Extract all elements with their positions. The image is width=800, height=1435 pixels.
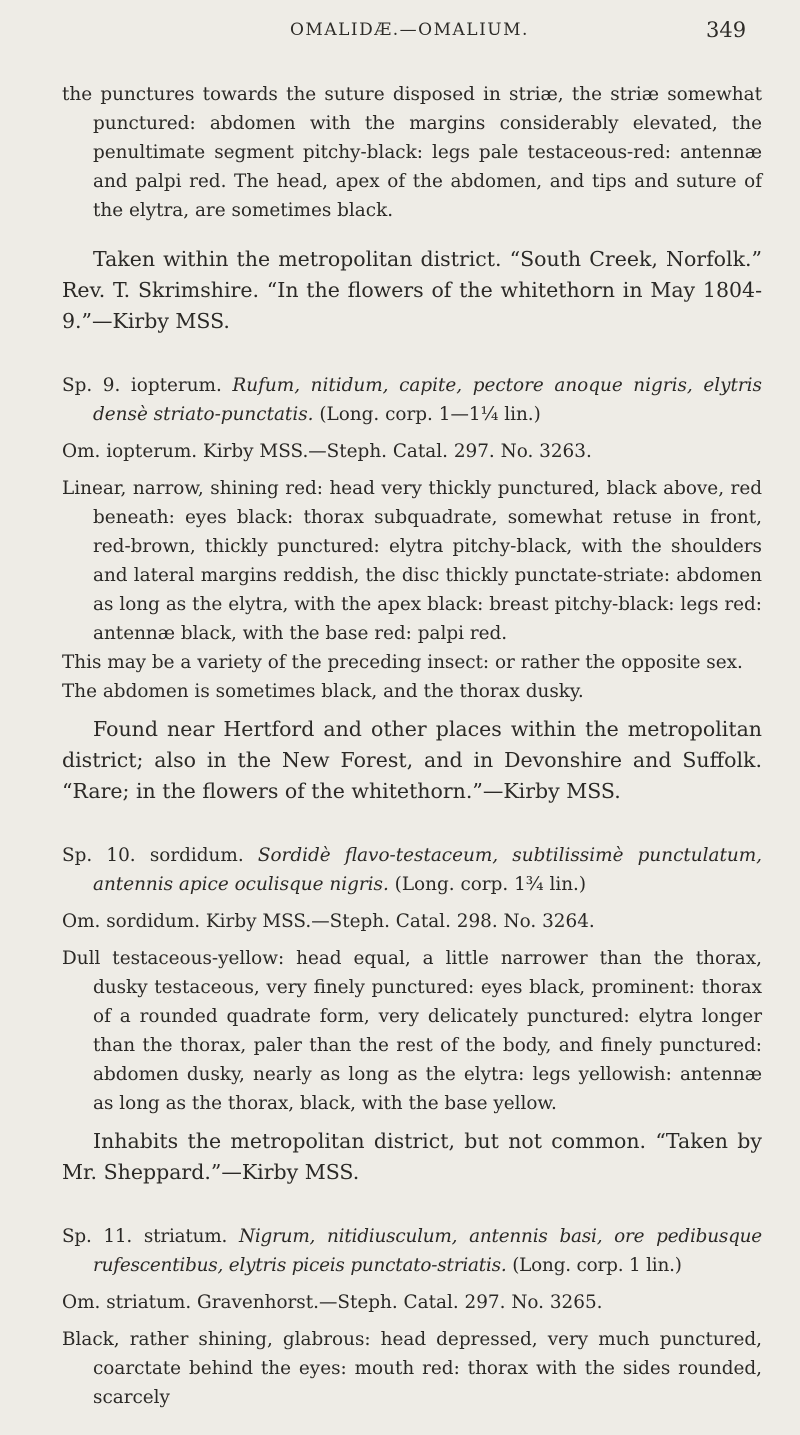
running-header [0,18,800,48]
running-title: OMALIDÆ.—OMALIUM. [290,20,529,40]
species-diagnosis: Sordidè flavo-testaceum, subtilissimè punctulatum, antennis apice oculisque nigris. [93,845,762,895]
paragraph-continued-description: the punctures towards the suture disposed in striæ, the striæ somewhat punctured: abdomen with the margins considerably elevated, the penultimate segment pitchy-black: legs pale testaceous-red: antennæ and palpi red. The head, apex of the abdomen, and tips and suture of the elytra, are sometimes black. [62,84,762,221]
species-description: Dull testaceous-yellow: head equal, a little narrower than the thorax, dusky testaceous, very finely punctured: eyes black, prominent: thorax of a rounded quadrate form, very delicately punctured: elytra longer than the thorax, paler than the rest of the body, and finely punctured: abdomen dusky, nearly as long as the elytra: legs yellowish: antennæ as long as the thorax, black, with the base yellow. [62,948,762,1114]
species-name: striatum. [143,1226,228,1247]
species-synonymy: Om. iopterum. Kirby MSS.—Steph. Catal. 297. No. 3263. [62,441,592,462]
species-heading [62,1222,762,1280]
species-length: (Long. corp. 1—1¼ lin.) [319,404,541,425]
page-body [62,80,762,1412]
species-diagnosis: Nigrum, nitidiusculum, antennis basi, ore pedibusque rufescentibus, elytris piceis punctato-striatis. [93,1226,762,1276]
species-number: Sp. 11. [62,1226,133,1247]
species-heading [62,371,762,429]
species-number: Sp. 10. [62,845,136,866]
species-heading [62,841,762,899]
species-diagnosis: Rufum, nitidum, capite, pectore anoque nigris, elytris densè striato-punctatis. [93,375,762,425]
species-name: sordidum. [149,845,244,866]
paragraph-habitat: Inhabits the metropolitan district, but not common. “Taken by Mr. Sheppard.”—Kirby MSS. [62,1129,762,1184]
page-number: 349 [706,18,747,42]
species-description: Black, rather shining, glabrous: head depressed, very much punctured, coarctate behind the eyes: mouth red: thorax with the sides rounded, scarcely [62,1329,762,1408]
species-note: The abdomen is sometimes black, and the thorax dusky. [62,681,584,702]
species-name: iopterum. [130,375,222,396]
paragraph-habitat: Taken within the metropolitan district. “South Creek, Norfolk.” Rev. T. Skrimshire. “In the flowers of the whitethorn in May 1804-9.”—Kirby MSS. [62,247,762,333]
species-length: (Long. corp. 1 lin.) [512,1255,682,1276]
species-synonymy: Om. striatum. Gravenhorst.—Steph. Catal. 297. No. 3265. [62,1292,603,1313]
species-length: (Long. corp. 1¾ lin.) [394,874,587,895]
species-note: This may be a variety of the preceding insect: or rather the opposite sex. [62,652,743,673]
species-description: Linear, narrow, shining red: head very thickly punctured, black above, red beneath: eyes black: thorax subquadrate, somewhat retuse in front, red-brown, thickly punctured: elytra pitchy-black, with the shoulders and lateral margins reddish, the disc thickly punctate-striate: abdomen as long as the elytra, with the apex black: breast pitchy-black: legs red: antennæ black, with the base red: palpi red. [62,478,762,644]
paragraph-habitat: Found near Hertford and other places within the metropolitan district; also in the New Forest, and in Devonshire and Suffolk. “Rare; in the flowers of the whitethorn.”—Kirby MSS. [62,717,762,803]
species-number: Sp. 9. [62,375,121,396]
species-synonymy: Om. sordidum. Kirby MSS.—Steph. Catal. 298. No. 3264. [62,911,595,932]
